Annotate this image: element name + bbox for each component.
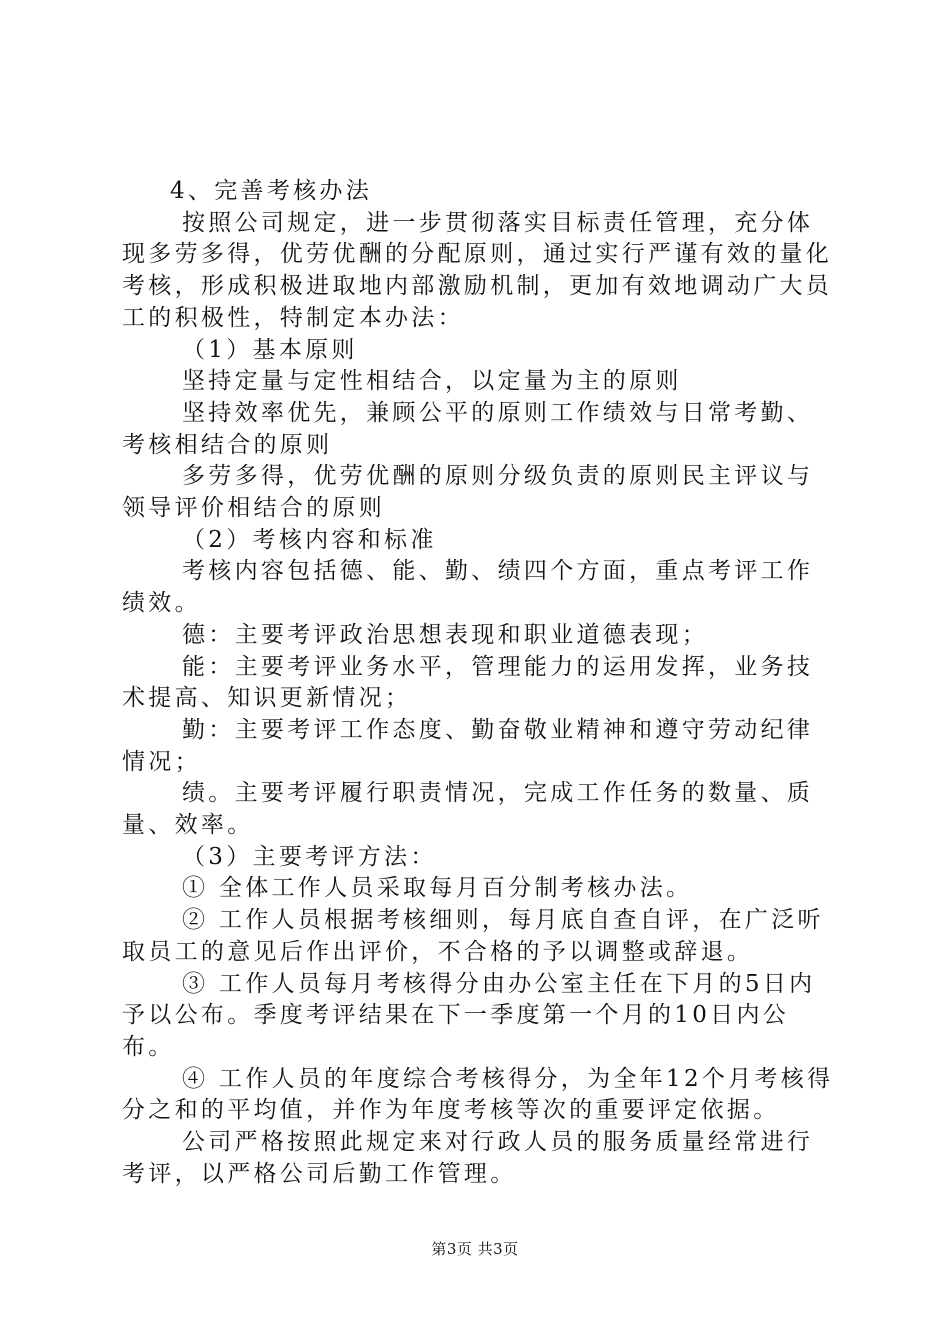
page-number-footer: 第3页 共3页 (431, 1240, 519, 1258)
method-item-2: ② 工作人员根据考核细则，每月底自查自评，在广泛听取员工的意见后作出评价，不合格的予以调整或辞退。 (122, 907, 824, 965)
subheading-content-standards: （2）考核内容和标准 (182, 526, 437, 553)
principle-item: 坚持定量与定性相结合，以定量为主的原则 (182, 368, 682, 395)
criterion-diligence: 勤：主要考评工作态度、勤奋敬业精神和遵守劳动纪律情况； (122, 716, 814, 775)
subheading-basic-principles: （1）基本原则 (182, 336, 358, 363)
method-item-4: ④ 工作人员的年度综合考核得分，为全年12个月考核得分之和的平均值，并作为年度考核等次的重要评定依据。 (122, 1065, 834, 1124)
principle-item: 多劳多得，优劳优酬的原则分级负责的原则民主评议与领导评价相结合的原则 (122, 463, 814, 522)
section-heading: 4、完善考核办法 (170, 178, 373, 204)
content-paragraph: 考核内容包括德、能、勤、绩四个方面，重点考评工作绩效。 (122, 558, 814, 617)
criterion-performance: 绩。主要考评履行职责情况，完成工作任务的数量、质量、效率。 (122, 780, 814, 839)
intro-paragraph: 按照公司规定，进一步贯彻落实目标责任管理，充分体现多劳多得，优劳优酬的分配原则，通过实行严谨有效的量化考核，形成积极进取地内部激励机制，更加有效地调动广大员工的积极性，特制定本办法： (122, 209, 833, 331)
closing-paragraph: 公司严格按照此规定来对行政人员的服务质量经常进行考评，以严格公司后勤工作管理。 (122, 1129, 814, 1187)
subheading-methods: （3）主要考评方法： (182, 843, 437, 870)
principle-item: 坚持效率优先，兼顾公平的原则工作绩效与日常考勤、考核相结合的原则 (122, 399, 814, 458)
method-item-1: ① 全体工作人员采取每月百分制考核办法。 (182, 875, 693, 902)
method-item-3: ③ 工作人员每月考核得分由办公室主任在下月的5日内予以公布。季度考评结果在下一季度第一个月的10日内公布。 (122, 970, 816, 1060)
document-body (122, 176, 838, 1191)
criterion-ability: 能：主要考评业务水平，管理能力的运用发挥，业务技术提高、知识更新情况； (122, 653, 814, 712)
criterion-virtue: 德：主要考评政治思想表现和职业道德表现； (182, 621, 708, 648)
